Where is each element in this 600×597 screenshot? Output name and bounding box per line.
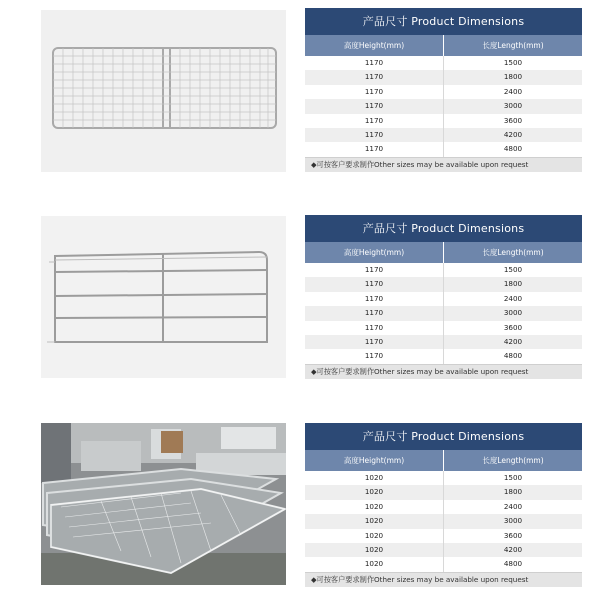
length-cell: 3000 bbox=[443, 514, 582, 528]
length-cell: 2400 bbox=[443, 292, 582, 306]
length-cell: 3600 bbox=[443, 321, 582, 335]
table-row bbox=[305, 321, 582, 335]
length-cell: 1800 bbox=[443, 70, 582, 84]
table-row bbox=[305, 500, 582, 514]
length-cell: 3000 bbox=[443, 306, 582, 320]
column-length: 长度Length(mm) bbox=[443, 450, 582, 471]
height-cell: 1170 bbox=[364, 351, 384, 361]
height-cell: 1170 bbox=[364, 101, 384, 111]
height-cell: 1170 bbox=[364, 322, 384, 332]
length-cell: 3000 bbox=[443, 99, 582, 113]
height-cell: 1170 bbox=[364, 279, 384, 289]
height-cell: 1170 bbox=[364, 129, 384, 139]
table-row bbox=[305, 277, 582, 291]
mesh-gate-image bbox=[41, 10, 286, 172]
length-cell: 4200 bbox=[443, 128, 582, 142]
length-cell: 4200 bbox=[443, 543, 582, 557]
table-note: ◆可按客户要求制作Other sizes may be available upon request bbox=[305, 157, 582, 172]
length-cell: 3600 bbox=[443, 529, 582, 543]
table-header bbox=[305, 242, 582, 263]
table-row bbox=[305, 85, 582, 99]
table-note: ◆可按客户要求制作Other sizes may be available upon request bbox=[305, 364, 582, 379]
table-row bbox=[305, 485, 582, 499]
height-cell: 1170 bbox=[364, 308, 384, 318]
table-row bbox=[305, 128, 582, 142]
table-row bbox=[305, 514, 582, 528]
length-cell: 1800 bbox=[443, 485, 582, 499]
column-length: 长度Length(mm) bbox=[443, 35, 582, 56]
height-cell: 1170 bbox=[364, 336, 384, 346]
column-height: 高度Height(mm) bbox=[343, 248, 405, 257]
table-row bbox=[305, 70, 582, 84]
column-length: 长度Length(mm) bbox=[443, 242, 582, 263]
bar-gate-image bbox=[41, 216, 286, 378]
height-cell: 1170 bbox=[364, 86, 384, 96]
length-cell: 4800 bbox=[443, 557, 582, 571]
length-cell: 4200 bbox=[443, 335, 582, 349]
table-title: 产品尺寸 Product Dimensions bbox=[305, 8, 582, 35]
table-row bbox=[305, 56, 582, 70]
height-cell: 1170 bbox=[364, 293, 384, 303]
table-row bbox=[305, 557, 582, 571]
height-cell: 1170 bbox=[364, 72, 384, 82]
height-cell: 1020 bbox=[364, 530, 384, 540]
table-row bbox=[305, 263, 582, 277]
dimension-table-1 bbox=[305, 8, 582, 172]
dimension-table-2 bbox=[305, 215, 582, 379]
table-row bbox=[305, 292, 582, 306]
table-row bbox=[305, 543, 582, 557]
height-cell: 1020 bbox=[364, 487, 384, 497]
dimension-table-3 bbox=[305, 423, 582, 587]
length-cell: 2400 bbox=[443, 500, 582, 514]
table-note: ◆可按客户要求制作Other sizes may be available upon request bbox=[305, 572, 582, 587]
table-title: 产品尺寸 Product Dimensions bbox=[305, 423, 582, 450]
length-cell: 1800 bbox=[443, 277, 582, 291]
height-cell: 1020 bbox=[364, 559, 384, 569]
height-cell: 1170 bbox=[364, 115, 384, 125]
length-cell: 1500 bbox=[443, 471, 582, 485]
length-cell: 3600 bbox=[443, 114, 582, 128]
table-row bbox=[305, 99, 582, 113]
length-cell: 4800 bbox=[443, 349, 582, 363]
table-row bbox=[305, 142, 582, 156]
table-title: 产品尺寸 Product Dimensions bbox=[305, 215, 582, 242]
height-cell: 1020 bbox=[364, 544, 384, 554]
height-cell: 1020 bbox=[364, 501, 384, 511]
table-row bbox=[305, 335, 582, 349]
length-cell: 2400 bbox=[443, 85, 582, 99]
height-cell: 1170 bbox=[364, 265, 384, 274]
length-cell: 4800 bbox=[443, 142, 582, 156]
table-row bbox=[305, 114, 582, 128]
height-cell: 1170 bbox=[364, 58, 384, 67]
height-cell: 1170 bbox=[364, 144, 384, 154]
table-header bbox=[305, 450, 582, 471]
table-header bbox=[305, 35, 582, 56]
height-cell: 1020 bbox=[364, 473, 384, 482]
table-row bbox=[305, 529, 582, 543]
length-cell: 1500 bbox=[443, 56, 582, 70]
warehouse-gates-image bbox=[41, 423, 286, 585]
table-row bbox=[305, 471, 582, 485]
height-cell: 1020 bbox=[364, 516, 384, 526]
table-row bbox=[305, 349, 582, 363]
table-row bbox=[305, 306, 582, 320]
column-height: 高度Height(mm) bbox=[343, 41, 405, 50]
column-height: 高度Height(mm) bbox=[343, 456, 405, 465]
length-cell: 1500 bbox=[443, 263, 582, 277]
